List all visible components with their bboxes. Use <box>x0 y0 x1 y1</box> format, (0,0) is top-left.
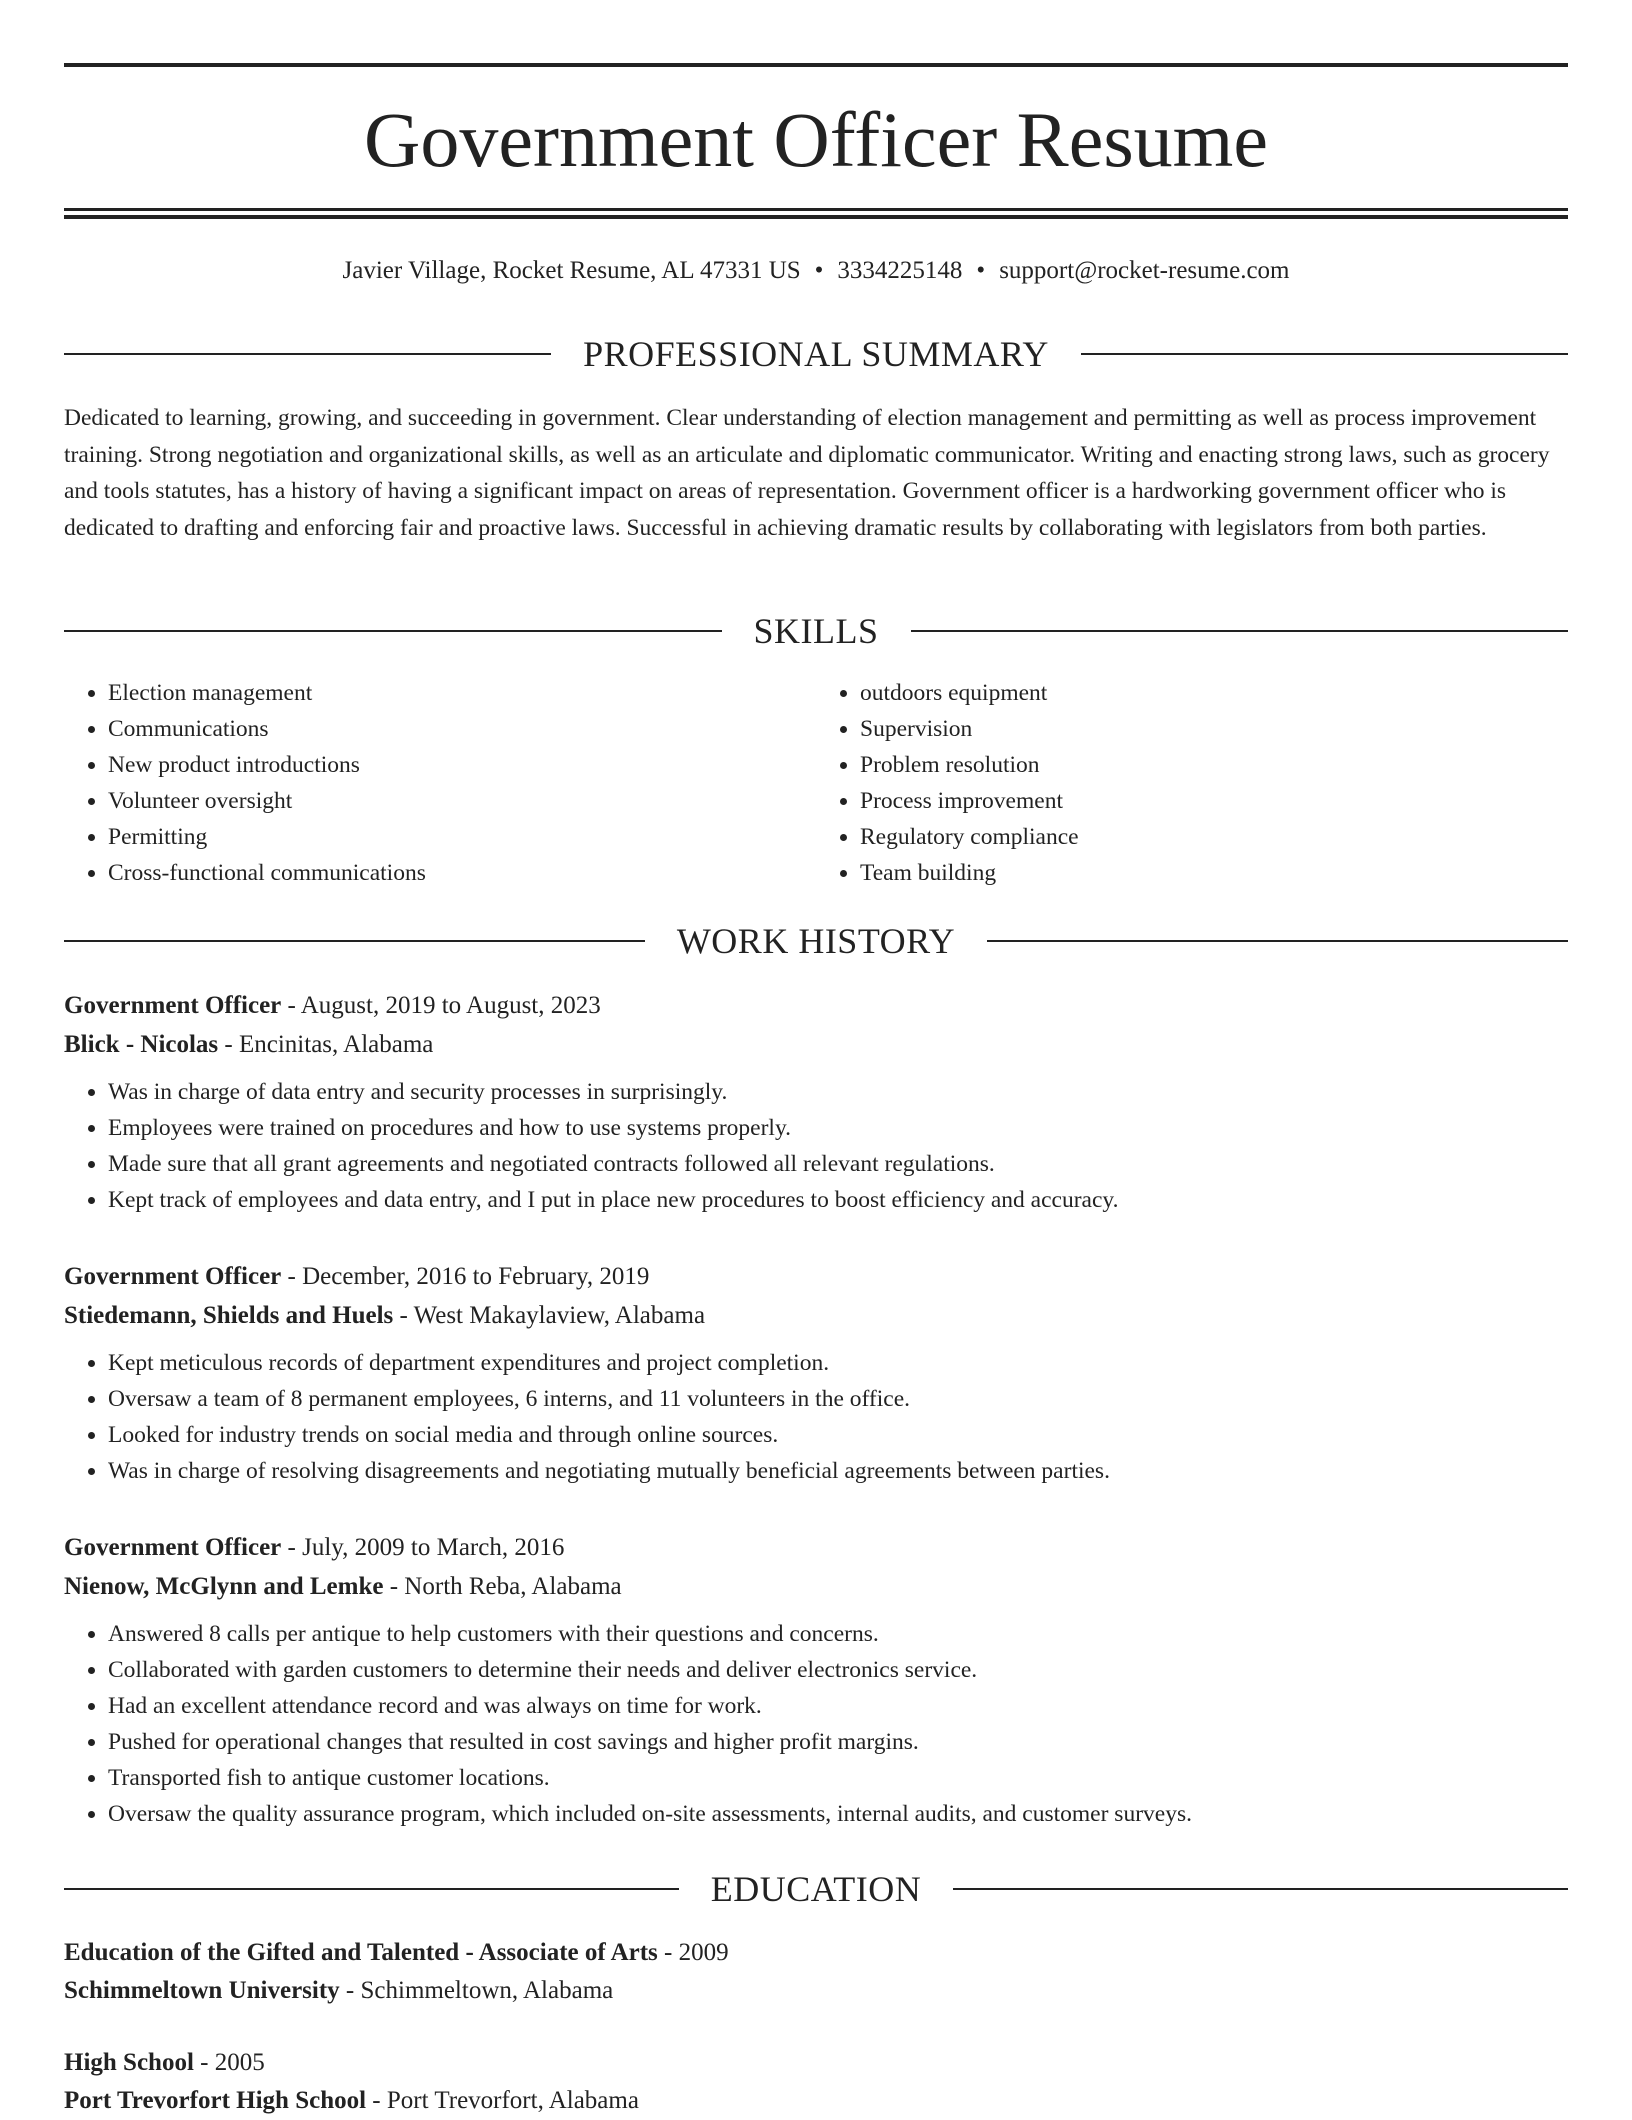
job-bullets <box>64 1074 1568 1218</box>
job-company-line <box>64 1567 1568 1606</box>
heading-rule <box>1081 353 1568 355</box>
skill-item: • Communications <box>108 711 816 747</box>
heading-rule <box>64 630 722 632</box>
heading-rule <box>911 630 1569 632</box>
job-title: Government Officer <box>64 1263 282 1290</box>
contact-separator: • <box>814 257 824 284</box>
summary-heading <box>64 332 1568 376</box>
education-school: Port Trevorfort High School <box>64 2087 367 2114</box>
job-entry <box>64 1257 1568 1489</box>
job-dates: - August, 2019 to August, 2023 <box>287 992 601 1019</box>
education-entry <box>64 2044 1568 2120</box>
title-rule-lower <box>64 215 1568 219</box>
job-bullet: • Had an excellent attendance record and was always on time for work. <box>108 1688 1568 1724</box>
job-title: Government Officer <box>64 1534 282 1561</box>
contact-separator: • <box>976 257 986 284</box>
job-bullet: • Kept meticulous records of department expenditures and project completion. <box>108 1345 1568 1381</box>
job-title-line <box>64 986 1568 1025</box>
skills-heading <box>64 609 1568 653</box>
skill-item: • Problem resolution <box>860 747 1568 783</box>
skill-item: • New product introductions <box>108 747 816 783</box>
education-degree: High School <box>64 2049 194 2076</box>
job-bullet: • Answered 8 calls per antique to help customers with their questions and concerns. <box>108 1616 1568 1652</box>
job-company: Stiedemann, Shields and Huels <box>64 1302 394 1329</box>
education-year: - 2005 <box>200 2049 265 2076</box>
job-company: Nienow, McGlynn and Lemke <box>64 1573 384 1600</box>
job-dates: - December, 2016 to February, 2019 <box>287 1263 650 1290</box>
resume-title: Government Officer Resume <box>364 96 1268 183</box>
education-location: - Schimmeltown, Alabama <box>345 1977 614 2004</box>
job-bullet: • Transported fish to antique customer locations. <box>108 1760 1568 1796</box>
top-rule <box>64 63 1568 67</box>
skills-list <box>64 675 1568 891</box>
job-bullet: • Was in charge of resolving disagreements and negotiating mutually beneficial agreements between parties. <box>108 1453 1568 1489</box>
summary-text: Dedicated to learning, growing, and succeeding in government. Clear understanding of election management and permitting as well as process improvement training. Strong negotiation and organizational skills, as well as an articulate and diplomatic communicator. Writing and enacting strong laws, such as grocery and tools statutes, has a history of having a significant impact on areas of representation. Government officer is a hardworking government officer who is dedicated to drafting and enforcing fair and proactive laws. Successful in achieving dramatic results by collaborating with legislators from both parties. <box>64 405 1550 541</box>
education-year: - 2009 <box>664 1939 729 1966</box>
job-bullet: • Employees were trained on procedures and how to use systems properly. <box>108 1110 1568 1146</box>
skill-item: • Cross-functional communications <box>108 855 816 891</box>
skill-item: • Process improvement <box>860 783 1568 819</box>
job-bullet: • Oversaw the quality assurance program, which included on-site assessments, internal audits, and customer surveys. <box>108 1796 1568 1832</box>
job-dates: - July, 2009 to March, 2016 <box>287 1534 565 1561</box>
skill-item: • Regulatory compliance <box>860 819 1568 855</box>
heading-rule <box>64 353 551 355</box>
job-bullets <box>64 1616 1568 1832</box>
skill-item: • Election management <box>108 675 816 711</box>
skills-heading-label: SKILLS <box>753 611 879 651</box>
skill-item: • outdoors equipment <box>860 675 1568 711</box>
job-company-line <box>64 1296 1568 1335</box>
job-entry <box>64 1528 1568 1832</box>
job-location: - Encinitas, Alabama <box>224 1031 434 1058</box>
job-bullet: • Pushed for operational changes that resulted in cost savings and higher profit margins. <box>108 1724 1568 1760</box>
job-bullet: • Collaborated with garden customers to determine their needs and deliver electronics service. <box>108 1652 1568 1688</box>
title-rule-upper <box>64 208 1568 211</box>
education-school-line <box>64 2082 1568 2120</box>
job-title: Government Officer <box>64 992 282 1019</box>
education-degree-line <box>64 1934 1568 1972</box>
work-heading-label: WORK HISTORY <box>676 921 956 961</box>
job-entry <box>64 986 1568 1218</box>
education-heading <box>64 1867 1568 1911</box>
education-entry <box>64 1934 1568 2010</box>
summary-heading-label: PROFESSIONAL SUMMARY <box>583 334 1049 374</box>
contact-line <box>64 254 1568 288</box>
job-bullet: • Kept track of employees and data entry, and I put in place new procedures to boost efficiency and accuracy. <box>108 1182 1568 1218</box>
education-school: Schimmeltown University <box>64 1977 340 2004</box>
skills-column-left <box>64 675 816 891</box>
skill-item: • Permitting <box>108 819 816 855</box>
education-degree: Education of the Gifted and Talented - Associate of Arts <box>64 1939 658 1966</box>
job-title-line <box>64 1257 1568 1296</box>
job-location: - North Reba, Alabama <box>389 1573 622 1600</box>
education-school-line <box>64 1972 1568 2010</box>
job-title-line <box>64 1528 1568 1567</box>
heading-rule <box>64 1888 679 1890</box>
skill-item: • Volunteer oversight <box>108 783 816 819</box>
job-bullet: • Oversaw a team of 8 permanent employees, 6 interns, and 11 volunteers in the office. <box>108 1381 1568 1417</box>
skill-item: • Supervision <box>860 711 1568 747</box>
job-location: - West Makaylaview, Alabama <box>399 1302 706 1329</box>
education-heading-label: EDUCATION <box>710 1869 922 1909</box>
contact-address: Javier Village, Rocket Resume, AL 47331 US <box>342 257 801 284</box>
education-location: - Port Trevorfort, Alabama <box>372 2087 639 2114</box>
skill-item: • Team building <box>860 855 1568 891</box>
education-degree-line <box>64 2044 1568 2082</box>
heading-rule <box>987 940 1568 942</box>
work-heading <box>64 919 1568 963</box>
heading-rule <box>64 940 645 942</box>
skills-column-right <box>816 675 1568 891</box>
job-company: Blick - Nicolas <box>64 1031 219 1058</box>
job-bullet: • Looked for industry trends on social media and through online sources. <box>108 1417 1568 1453</box>
job-company-line <box>64 1025 1568 1064</box>
contact-email: support@rocket-resume.com <box>999 257 1290 284</box>
heading-rule <box>953 1888 1568 1890</box>
job-bullet: • Made sure that all grant agreements and negotiated contracts followed all relevant regulations. <box>108 1146 1568 1182</box>
job-bullets <box>64 1345 1568 1489</box>
job-bullet: • Was in charge of data entry and security processes in surprisingly. <box>108 1074 1568 1110</box>
contact-phone: 3334225148 <box>837 257 963 284</box>
